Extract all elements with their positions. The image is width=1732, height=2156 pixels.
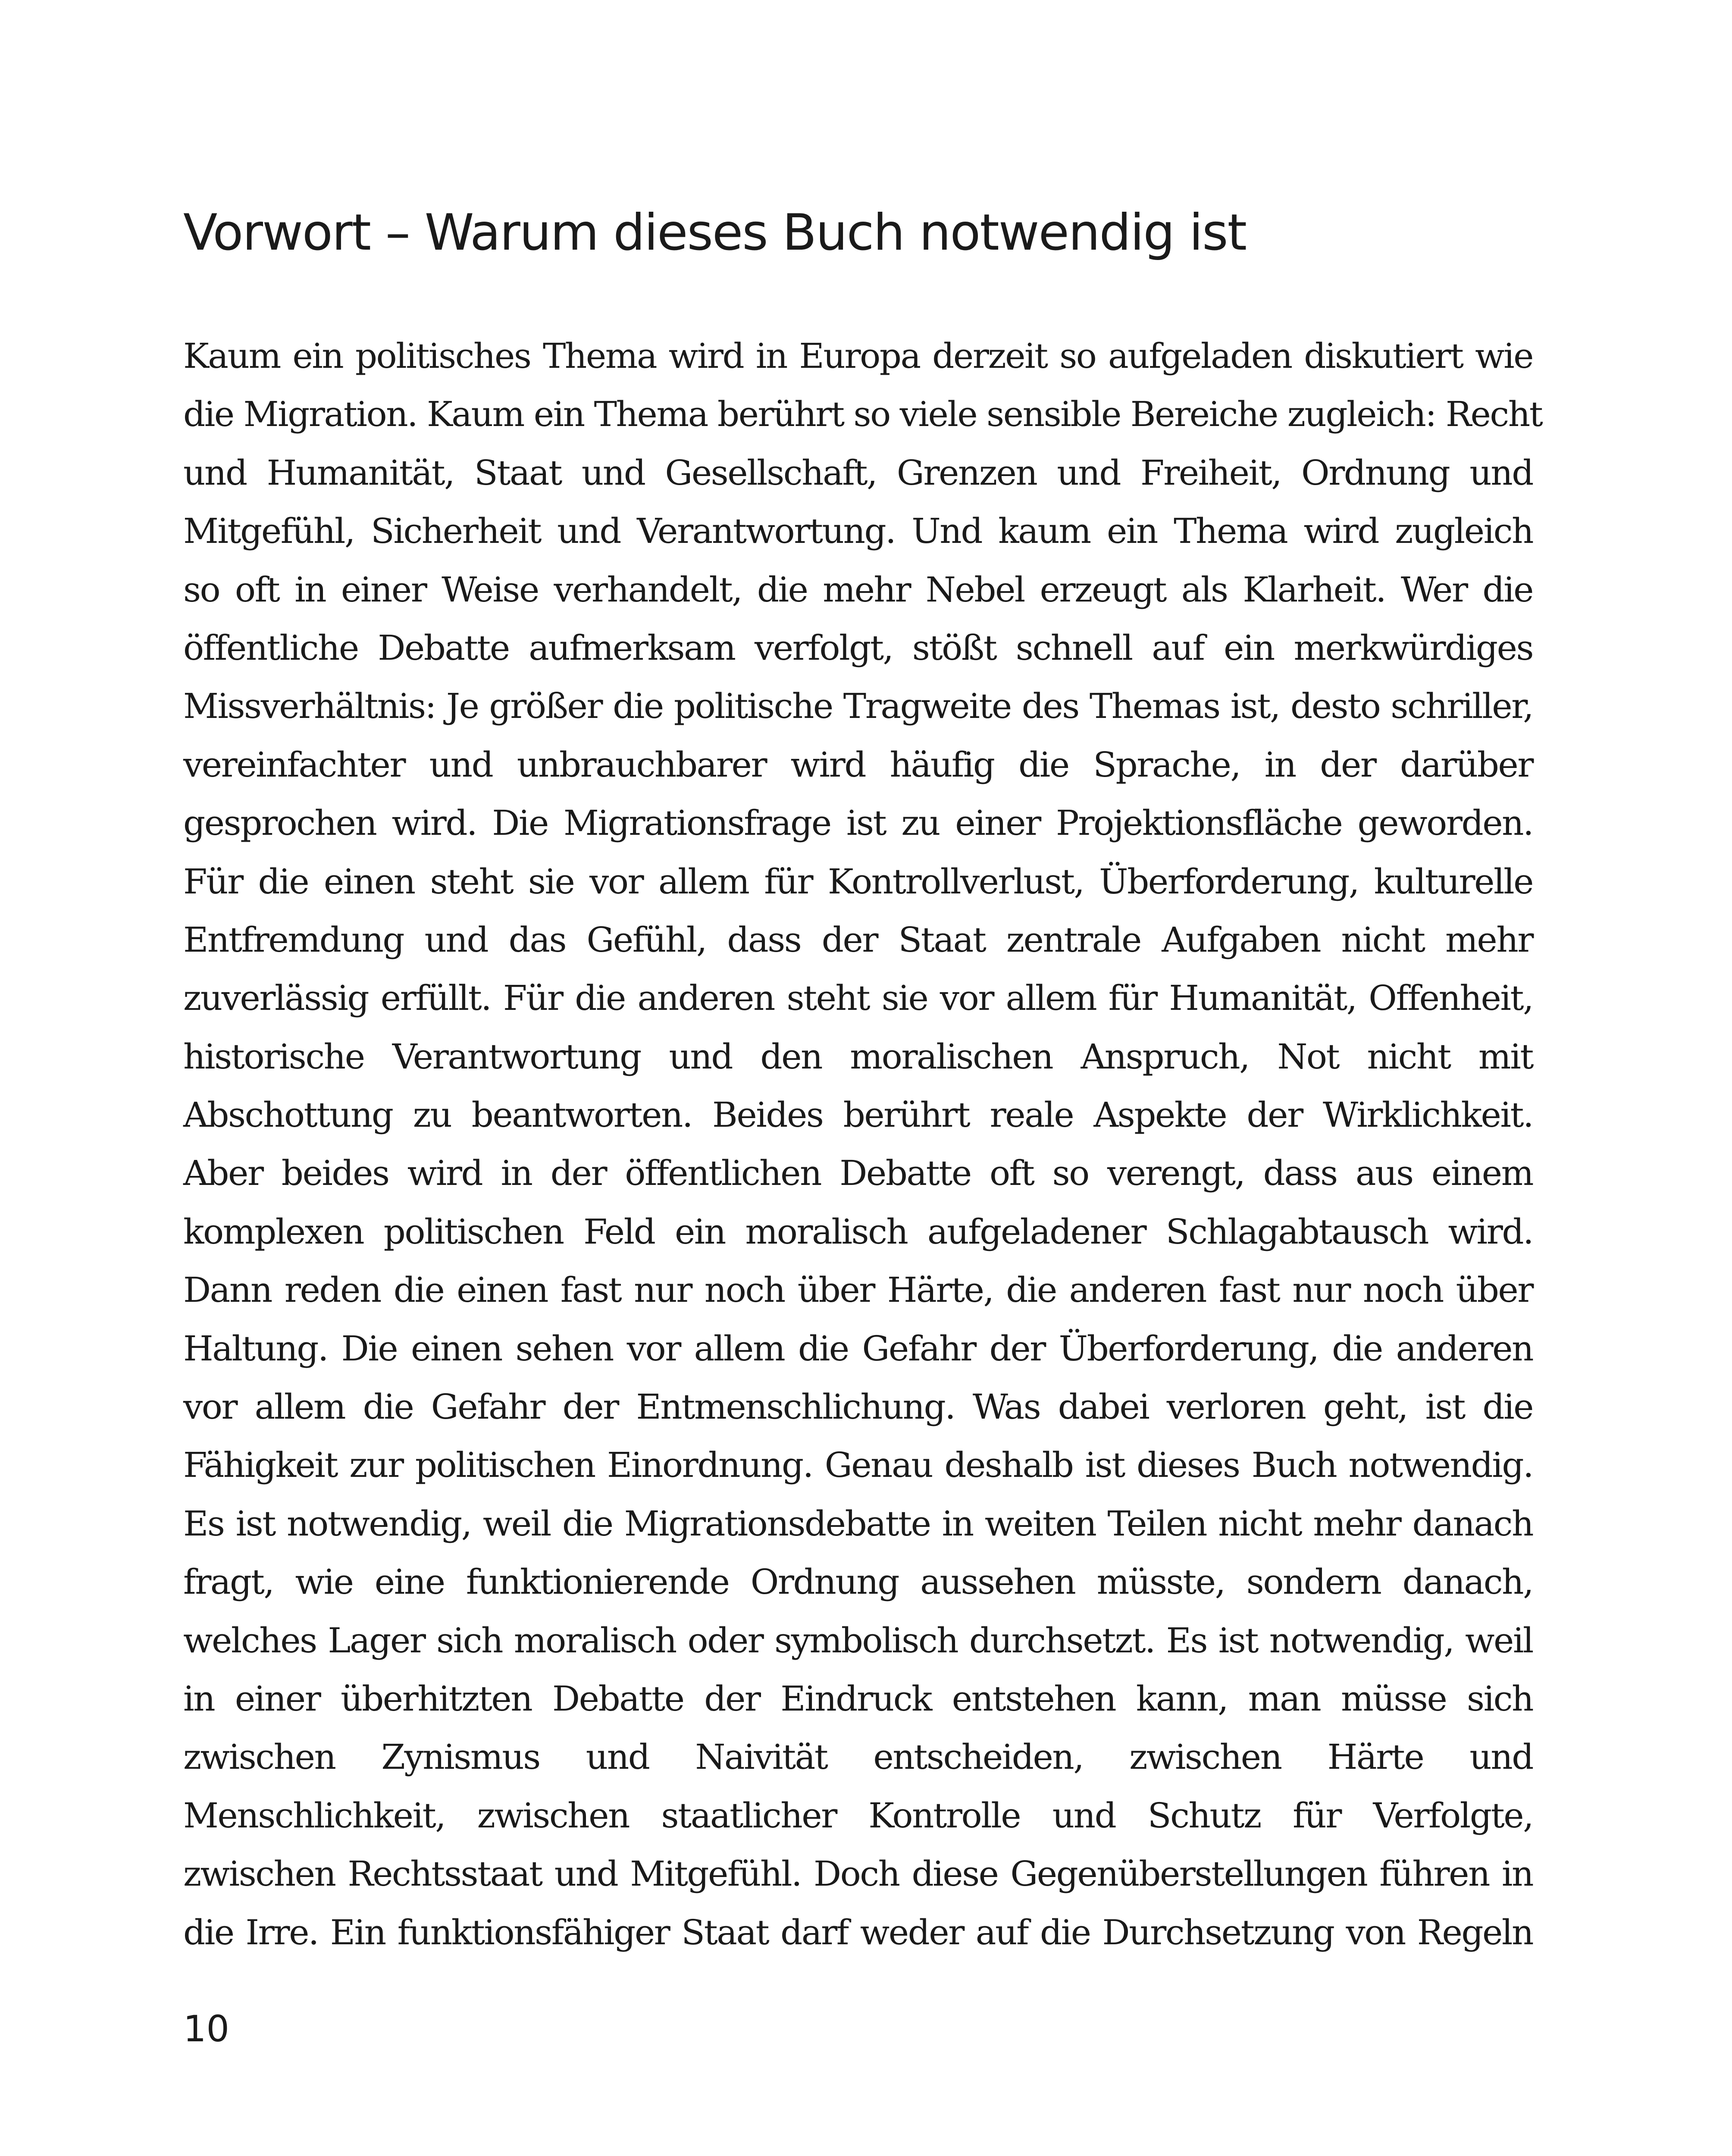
text-line: Menschlichkeit, zwischen staatlicher Kontrolle und Schutz für Verfolgte, <box>183 1795 1533 1836</box>
text-line: komplexen politischen Feld ein moralisch aufgeladener Schlagabtausch wird. <box>183 1211 1533 1252</box>
text-line: Abschottung zu beantworten. Beides berührt reale Aspekte der Wirklichkeit. <box>183 1095 1533 1135</box>
text-line: in einer überhitzten Debatte der Eindruck entstehen kann, man müsse sich <box>183 1678 1533 1719</box>
text-line: Missverhältnis: Je größer die politische Tragweite des Themas ist, desto schriller, <box>183 686 1533 727</box>
text-line: Entfremdung und das Gefühl, dass der Staat zentrale Aufgaben nicht mehr <box>183 919 1533 960</box>
text-line: die Irre. Ein funktionsfähiger Staat darf weder auf die Durchsetzung von Regeln <box>183 1912 1533 1952</box>
text-line: Aber beides wird in der öffentlichen Debatte oft so verengt, dass aus einem <box>183 1153 1533 1194</box>
text-line: Es ist notwendig, weil die Migrationsdebatte in weiten Teilen nicht mehr danach <box>183 1503 1533 1544</box>
text-line: so oft in einer Weise verhandelt, die mehr Nebel erzeugt als Klarheit. Wer die <box>183 569 1533 610</box>
text-line: und Humanität, Staat und Gesellschaft, Grenzen und Freiheit, Ordnung und <box>183 452 1533 493</box>
text-line: Dann reden die einen fast nur noch über Härte, die anderen fast nur noch über <box>183 1270 1533 1310</box>
text-line: Haltung. Die einen sehen vor allem die Gefahr der Überforderung, die anderen <box>183 1328 1533 1369</box>
text-line: Fähigkeit zur politischen Einordnung. Genau deshalb ist dieses Buch notwendig. <box>183 1445 1533 1485</box>
text-line: die Migration. Kaum ein Thema berührt so viele sensible Bereiche zugleich: Recht <box>183 394 1542 435</box>
chapter-heading: Vorwort – Warum dieses Buch notwendig ist <box>183 204 1247 262</box>
text-line: vereinfachter und unbrauchbarer wird häufig die Sprache, in der darüber <box>183 744 1533 785</box>
text-line: öffentliche Debatte aufmerksam verfolgt, stößt schnell auf ein merkwürdiges <box>183 627 1533 668</box>
text-line: welches Lager sich moralisch oder symbolisch durchsetzt. Es ist notwendig, weil <box>183 1620 1533 1661</box>
text-line: historische Verantwortung und den moralischen Anspruch, Not nicht mit <box>183 1036 1533 1077</box>
text-line: fragt, wie eine funktionierende Ordnung aussehen müsste, sondern danach, <box>183 1562 1533 1602</box>
text-line: Mitgefühl, Sicherheit und Verantwortung. Und kaum ein Thema wird zugleich <box>183 511 1533 552</box>
text-line: gesprochen wird. Die Migrationsfrage ist zu einer Projektionsfläche geworden. <box>183 803 1533 843</box>
page-number: 10 <box>183 2008 229 2050</box>
text-line: Für die einen steht sie vor allem für Kontrollverlust, Überforderung, kulturelle <box>183 861 1533 902</box>
body-paragraph <box>183 327 1542 1962</box>
text-line: zuverlässig erfüllt. Für die anderen steht sie vor allem für Humanität, Offenheit, <box>183 978 1533 1018</box>
text-line: zwischen Zynismus und Naivität entscheiden, zwischen Härte und <box>183 1737 1533 1777</box>
text-line: vor allem die Gefahr der Entmenschlichung. Was dabei verloren geht, ist die <box>183 1387 1533 1427</box>
text-line: Kaum ein politisches Thema wird in Europa derzeit so aufgeladen diskutiert wie <box>183 336 1533 376</box>
text-line: zwischen Rechtsstaat und Mitgefühl. Doch diese Gegenüberstellungen führen in <box>183 1854 1533 1894</box>
